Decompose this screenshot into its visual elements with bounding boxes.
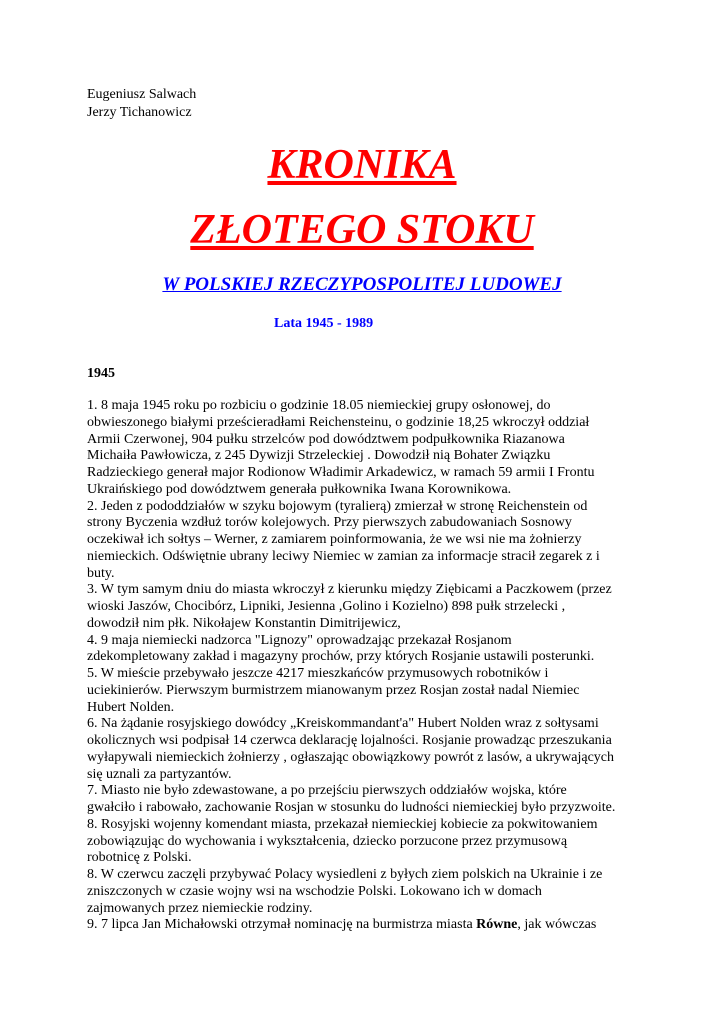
- text-line: wioski Jaszów, Chocibórz, Lipniki, Jesienna ,Golino i Kozielno) 898 pułk strzelecki ,: [87, 599, 566, 614]
- text-line: 1. 8 maja 1945 roku po rozbiciu o godzinie 18.05 niemieckiej grupy osłonowej, do: [87, 398, 551, 413]
- text-line: buty.: [87, 565, 115, 581]
- text-line: strony Byczenia wzdłuż torów kolejowych. Przy pierwszych zabudowaniach Sosnowy: [87, 515, 572, 531]
- section-year-heading: 1945: [87, 366, 115, 381]
- text-line: 2. Jeden z pododdziałów w szyku bojowym (tyralierą) zmierzał w stronę Reichenstein od: [87, 498, 588, 514]
- text-line: wyłapywali niemieckich żołnierzy , ogłaszając obowiązkowy powrót z lasów, a ukrywających: [87, 749, 615, 765]
- text-line: niemieckich. Odświętnie ubrany leciwy Niemiec w zamian za informacje stracił zegarek z i: [87, 548, 600, 564]
- authors-block: [87, 86, 196, 122]
- bold-place-name: Równe: [476, 917, 518, 933]
- text-line: zobowiązując do wychowania i wykształcenia, dziecko porzucone przez przymusową: [87, 833, 568, 849]
- text-line: 5. W mieście przebywało jeszcze 4217 mieszkańców przymusowych robotników i: [87, 666, 549, 681]
- text-line: Ukraińskiego pod dowództwem generała pułkownika Iwana Korownikowa.: [87, 481, 512, 497]
- document-title-line-2: ZŁOTEGO STOKU: [190, 207, 534, 253]
- text-line-last: [87, 917, 647, 934]
- text-line: obwieszonego białymi prześcieradłami Reichensteinu, o godzinie 18,25 wkroczył oddział: [87, 414, 590, 430]
- chronicle-body: [87, 398, 647, 934]
- text-line: 6. Na żądanie rosyjskiego dowódcy „Kreiskommandant'a" Hubert Nolden wraz z sołtysami: [87, 716, 599, 732]
- text-segment: 9. 7 lipca Jan Michałowski otrzymał nominację na burmistrza miasta: [87, 917, 477, 933]
- author-name: Eugeniusz Salwach: [87, 87, 197, 102]
- text-line: okolicznych wsi podpisał 14 czerwca deklarację lojalności. Rosjanie prowadząc przeszukania: [87, 733, 612, 748]
- text-line: uciekinierów. Pierwszym burmistrzem mianowanym przez Rosjan został nadal Niemiec: [87, 682, 580, 698]
- author-name: Jerzy Tichanowicz: [87, 105, 192, 120]
- text-line: robotnicę z Polski.: [87, 850, 192, 866]
- text-line: Hubert Nolden.: [87, 699, 175, 715]
- text-line: zdekompletowany zakład i magazyny prochów, przy których Rosjanie ustawili posterunki.: [87, 649, 595, 665]
- text-segment: , jak wówczas: [517, 917, 597, 933]
- text-line: zniszczonych w czasie wojny wsi na wschodzie Polski. Lokowano ich w domach: [87, 883, 542, 899]
- text-line: 8. W czerwcu zaczęli przybywać Polacy wysiedleni z byłych ziem polskich na Ukrainie i ze: [87, 867, 603, 882]
- text-line: Michaiła Pawłowicza, z 245 Dywizji Strzeleckiej . Dowodził nią Bohater Związku: [87, 448, 551, 464]
- years-range: Lata 1945 - 1989: [274, 316, 374, 331]
- text-line: 3. W tym samym dniu do miasta wkroczył z kierunku między Ziębicami a Paczkowem (przez: [87, 582, 612, 598]
- text-line: gwałciło i rabowało, zachowanie Rosjan w stosunku do ludności niemieckiej było przyzwoite.: [87, 800, 616, 815]
- text-line: 4. 9 maja niemiecki nadzorca "Lignozy" oprowadzając przekazał Rosjanom: [87, 632, 512, 648]
- text-line: zajmowanych przez niemieckie rodziny.: [87, 900, 313, 916]
- text-line: oczekiwał ich sołtys – Werner, z zamiarem poinformowania, że we wsi nie ma żołnierzy: [87, 532, 582, 547]
- text-line: Armii Czerwonej, 904 pułku strzelców pod dowództwem podpułkownika Riazanowa: [87, 431, 565, 447]
- text-line: 7. Miasto nie było zdewastowane, a po przejściu pierwszych oddziałów wojska, które: [87, 783, 567, 799]
- text-line: dowodził nim płk. Nikołajew Konstantin Dimitrijewicz,: [87, 615, 401, 631]
- text-line: Radzieckiego generał major Rodionow Władimir Arkadewicz, w ramach 59 armii I Frontu: [87, 465, 595, 480]
- document-subtitle: W POLSKIEJ RZECZYPOSPOLITEJ LUDOWEJ: [162, 274, 562, 295]
- text-line: się uznali za partyzantów.: [87, 766, 232, 782]
- text-line: 8. Rosyjski wojenny komendant miasta, przekazał niemieckiej kobiecie za pokwitowaniem: [87, 816, 598, 832]
- document-title-line-1: KRONIKA: [267, 142, 457, 188]
